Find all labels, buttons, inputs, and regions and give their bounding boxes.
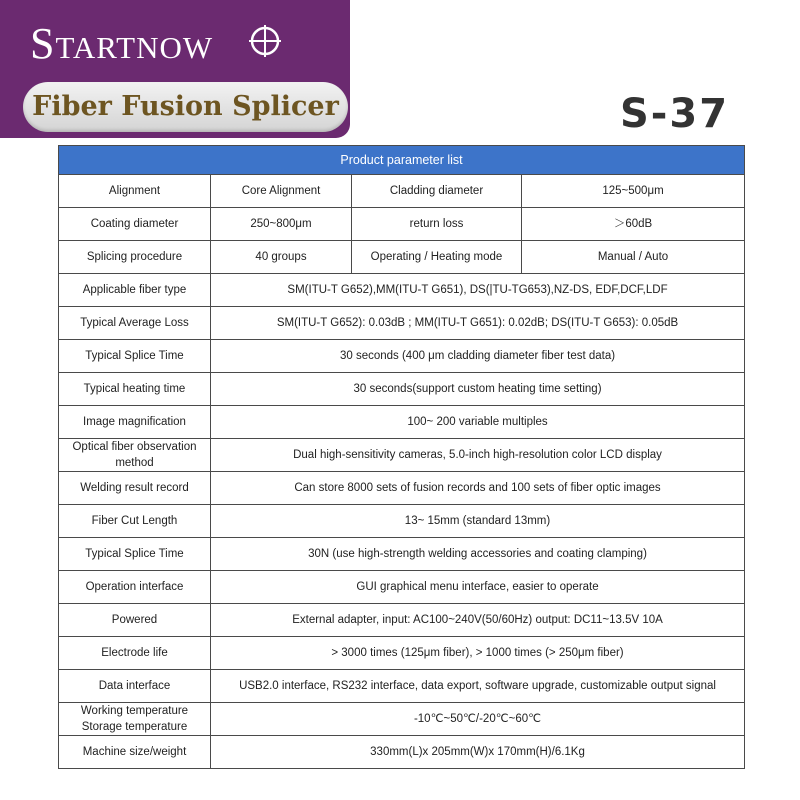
table-row	[59, 703, 745, 736]
param-label: Powered	[59, 604, 211, 637]
table-row	[59, 571, 745, 604]
param-value: Core Alignment	[211, 175, 352, 208]
table-row	[59, 505, 745, 538]
param-label: Alignment	[59, 175, 211, 208]
param-value: GUI graphical menu interface, easier to operate	[211, 571, 745, 604]
param-value: ＞60dB	[522, 208, 745, 241]
product-name-banner: Fiber Fusion Splicer	[23, 82, 348, 132]
param-value: Manual / Auto	[522, 241, 745, 274]
table-row	[59, 538, 745, 571]
param-value: 30 seconds (400 μm cladding diameter fiber test data)	[211, 340, 745, 373]
param-value: Can store 8000 sets of fusion records and 100 sets of fiber optic images	[211, 472, 745, 505]
param-label: Typical heating time	[59, 373, 211, 406]
param-value: Dual high-sensitivity cameras, 5.0-inch high-resolution color LCD display	[211, 439, 745, 472]
table-row	[59, 307, 745, 340]
param-label: Optical fiber observation method	[59, 439, 211, 472]
table-row	[59, 637, 745, 670]
crosshair-icon	[248, 24, 282, 58]
param-label: Fiber Cut Length	[59, 505, 211, 538]
table-row	[59, 670, 745, 703]
param-label: Operation interface	[59, 571, 211, 604]
table-row	[59, 472, 745, 505]
param-label: Typical Splice Time	[59, 538, 211, 571]
param-label: Typical Average Loss	[59, 307, 211, 340]
table-row	[59, 175, 745, 208]
brand-logo	[30, 14, 335, 74]
param-value: -10℃~50℃/-20℃~60℃	[211, 703, 745, 736]
table-title: Product parameter list	[59, 146, 745, 175]
table-row	[59, 439, 745, 472]
table-row	[59, 274, 745, 307]
param-label: Working temperature Storage temperature	[59, 703, 211, 736]
param-value: 13~ 15mm (standard 13mm)	[211, 505, 745, 538]
table-row	[59, 604, 745, 637]
param-value: SM(ITU-T G652),MM(ITU-T G651), DS(|TU-TG653),NZ-DS, EDF,DCF,LDF	[211, 274, 745, 307]
param-label: Splicing procedure	[59, 241, 211, 274]
param-value: 125~500μm	[522, 175, 745, 208]
param-value: 330mm(L)x 205mm(W)x 170mm(H)/6.1Kg	[211, 736, 745, 769]
brand-panel	[0, 0, 350, 138]
table-row	[59, 241, 745, 274]
param-label: Image magnification	[59, 406, 211, 439]
param-value: 30N (use high-strength welding accessories and coating clamping)	[211, 538, 745, 571]
param-label: return loss	[352, 208, 522, 241]
param-value: External adapter, input: AC100~240V(50/60Hz) output: DC11~13.5V 10A	[211, 604, 745, 637]
table-row	[59, 340, 745, 373]
param-label: Machine size/weight	[59, 736, 211, 769]
param-value: USB2.0 interface, RS232 interface, data export, software upgrade, customizable output signal	[211, 670, 745, 703]
table-row	[59, 208, 745, 241]
brand-wordmark: Startnow	[30, 19, 214, 68]
param-value: 40 groups	[211, 241, 352, 274]
param-label: Electrode life	[59, 637, 211, 670]
param-label: Cladding diameter	[352, 175, 522, 208]
table-row	[59, 373, 745, 406]
table-row	[59, 406, 745, 439]
parameter-table	[58, 145, 745, 769]
param-label: Typical Splice Time	[59, 340, 211, 373]
param-value: 30 seconds(support custom heating time setting)	[211, 373, 745, 406]
param-value: > 3000 times (125μm fiber), > 1000 times (> 250μm fiber)	[211, 637, 745, 670]
param-label: Applicable fiber type	[59, 274, 211, 307]
table-row	[59, 736, 745, 769]
model-number: S-37	[620, 91, 730, 137]
param-value: SM(ITU-T G652): 0.03dB ; MM(ITU-T G651): 0.02dB; DS(ITU-T G653): 0.05dB	[211, 307, 745, 340]
param-value: 100~ 200 variable multiples	[211, 406, 745, 439]
param-value: 250~800μm	[211, 208, 352, 241]
table-header-row	[59, 146, 745, 175]
param-label: Data interface	[59, 670, 211, 703]
param-label: Welding result record	[59, 472, 211, 505]
param-label: Coating diameter	[59, 208, 211, 241]
param-label: Operating / Heating mode	[352, 241, 522, 274]
